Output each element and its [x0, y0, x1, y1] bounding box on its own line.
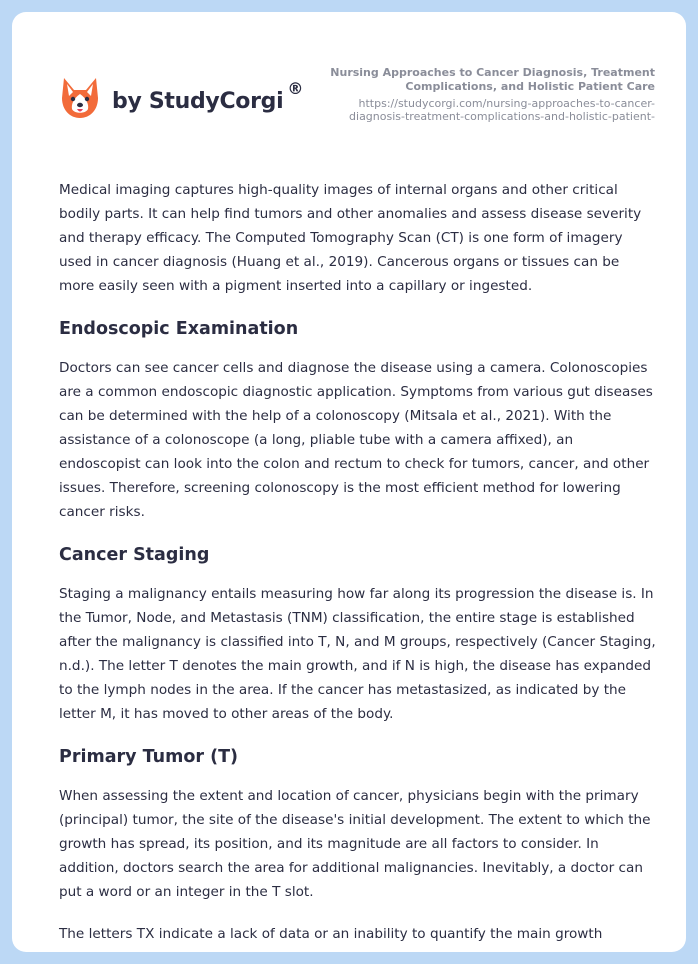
registered-mark: ®: [287, 78, 304, 98]
document-url[interactable]: https://studycorgi.com/nursing-approaches-to-cancer-diagnosis-treatment-complications-and-holistic-patient-: [349, 97, 655, 123]
section-heading-endoscopic-examination: Endoscopic Examination: [59, 319, 299, 339]
document-meta: [315, 66, 655, 123]
section-heading-cancer-staging: Cancer Staging: [59, 545, 210, 565]
brand-name: by StudyCorgi: [112, 88, 284, 114]
paragraph: The letters TX indicate a lack of data or an inability to quantify the main growth: [59, 926, 603, 942]
paragraph: When assessing the extent and location of cancer, physicians begin with the primary (principal) tumor, the site of the disease's initial development. The extent to which the growth has spread, its position, and its magnitude are all factors to consider. In addition, doctors search the area for additional malignancies. Inevitably, a doctor can put a word or an integer in the T slot.: [59, 788, 651, 900]
corgi-logo-icon: [60, 76, 100, 120]
paragraph: Doctors can see cancer cells and diagnose the disease using a camera. Colonoscopies are a common endoscopic diagnostic application. Symptoms from various gut diseases can be determined with the help of a colonoscopy (Mitsala et al., 2021). With the assistance of a colonoscope (a long, pliable tube with a camera affixed), an endoscopist can look into the colon and rectum to check for tumors, cancer, and other issues. Therefore, screening colonoscopy is the most efficient method for lowering cancer risks.: [59, 360, 653, 520]
document-title: Nursing Approaches to Cancer Diagnosis, Treatment Complications, and Holistic Patient Care: [330, 66, 655, 93]
page-header: [12, 12, 686, 162]
studycorgi-logo[interactable]: [60, 76, 303, 120]
section-heading-primary-tumor: Primary Tumor (T): [59, 747, 239, 767]
paragraph: Staging a malignancy entails measuring how far along its progression the disease is. In the Tumor, Node, and Metastasis (TNM) classification, the entire stage is established after the malignancy is classified into T, N, and M groups, respectively (Cancer Staging, n.d.). The letter T denotes the main growth, and if N is high, the disease has expanded to the lymph nodes in the area. If the cancer has metastasized, as indicated by the letter M, it has moved to other areas of the body.: [59, 586, 656, 722]
article-body: [59, 178, 657, 952]
paragraph: Medical imaging captures high-quality images of internal organs and other critical bodily parts. It can help find tumors and other anomalies and assess disease severity and therapy efficacy. The Computed Tomography Scan (CT) is one form of imagery used in cancer diagnosis (Huang et al., 2019). Cancerous organs or tissues can be more easily seen with a pigment inserted into a capillary or ingested.: [59, 182, 642, 294]
document-card: [12, 12, 686, 952]
